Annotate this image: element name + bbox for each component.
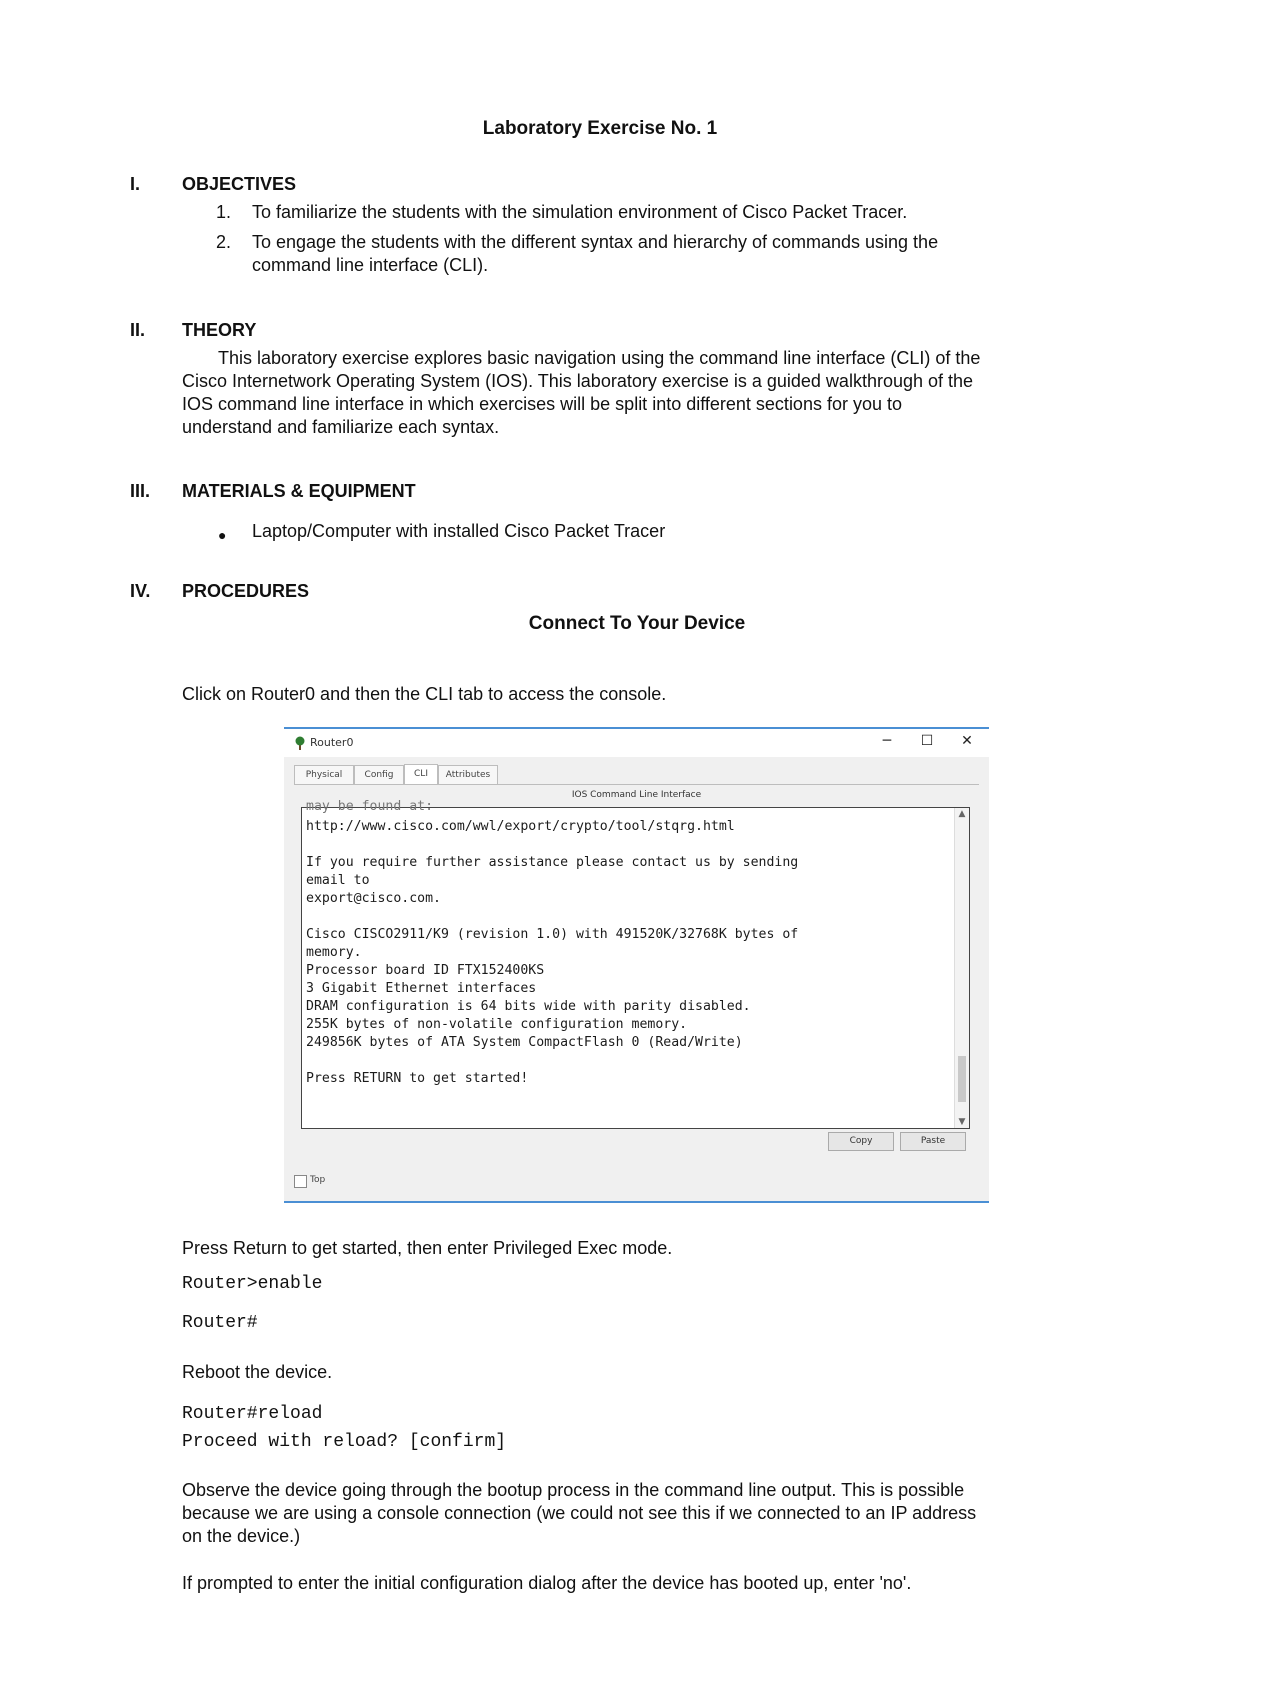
observe-line-1: Observe the device going through the bootup process in the command line output. This is possible [182, 1480, 965, 1500]
section-objectives-heading: OBJECTIVES [182, 174, 297, 194]
section-theory-heading: THEORY [182, 320, 257, 340]
theory-line-3: IOS command line interface in which exercises will be split into different sections for you to [182, 394, 902, 414]
top-checkbox[interactable] [294, 1175, 307, 1188]
tab-attributes[interactable]: Attributes [438, 765, 498, 784]
objective-1-text: To familiarize the students with the simulation environment of Cisco Packet Tracer. [252, 202, 908, 222]
console-output[interactable] [301, 799, 970, 1129]
cmd-reload: Router#reload [182, 1404, 323, 1424]
objective-2-text-line-1: To engage the students with the different syntax and hierarchy of commands using the [252, 232, 939, 252]
procedures-subheading: Connect To Your Device [528, 613, 746, 634]
theory-line-2: Cisco Internetwork Operating System (IOS). This laboratory exercise is a guided walkthrough of the [182, 371, 974, 391]
tab-divider [294, 784, 979, 785]
materials-item: Laptop/Computer with installed Cisco Packet Tracer [252, 521, 666, 541]
observe-line-2: because we are using a console connection (we could not see this if we connected to an IP address [182, 1503, 977, 1523]
close-icon[interactable]: ✕ [961, 733, 973, 749]
click-instruction: Click on Router0 and then the CLI tab to access the console. [182, 684, 667, 704]
console-scrollbar[interactable] [954, 808, 969, 1128]
section-materials-heading: MATERIALS & EQUIPMENT [182, 481, 416, 501]
objective-2-number: 2. [216, 232, 232, 252]
window-titlebar [284, 729, 989, 757]
scroll-up-icon[interactable]: ▲ [958, 809, 966, 819]
section-materials-number: III. [130, 481, 151, 501]
tab-physical[interactable]: Physical [294, 765, 354, 784]
window-title: Router0 [310, 736, 354, 749]
theory-line-4: understand and familiarize each syntax. [182, 417, 500, 437]
prompt-text: If prompted to enter the initial configuration dialog after the device has booted up, enter 'no'. [182, 1573, 912, 1593]
section-procedures-number: IV. [130, 581, 151, 601]
router-window-screenshot [284, 727, 989, 1203]
observe-line-3: on the device.) [182, 1526, 301, 1546]
paste-button[interactable]: Paste [900, 1132, 966, 1151]
minimize-icon[interactable]: ─ [882, 733, 892, 749]
tab-config[interactable]: Config [354, 765, 404, 784]
reboot-text: Reboot the device. [182, 1362, 333, 1382]
section-objectives-number: I. [130, 174, 141, 194]
objective-2-text-line-2: command line interface (CLI). [252, 255, 489, 275]
cmd-prompt: Router# [182, 1313, 258, 1333]
maximize-icon[interactable]: ☐ [920, 733, 934, 749]
section-theory-number: II. [130, 320, 146, 340]
console-text: http://www.cisco.com/wwl/export/crypto/tool/stqrg.html If you require further assistance please contact us by sending email to export@cisco.com. Cisco CISCO2911/K9 (revision 1.0) with 491520K/32768K bytes of memory. Processor board ID FTX152400KS 3 Gigabit Ethernet interfaces DRAM configuration is 64 bits wide with parity disabled. 255K bytes of non-volatile configuration memory. 249856K bytes of ATA System CompactFlash 0 (Read/Write) Press RETURN to get started! [306, 819, 799, 1086]
objective-1-number: 1. [216, 202, 232, 222]
theory-line-1: This laboratory exercise explores basic navigation using the command line interface (CLI) of the [218, 348, 981, 368]
copy-button[interactable]: Copy [828, 1132, 894, 1151]
cmd-enable: Router>enable [182, 1274, 323, 1294]
scroll-thumb[interactable] [958, 1056, 966, 1102]
press-return-text: Press Return to get started, then enter Privileged Exec mode. [182, 1238, 673, 1258]
ios-cli-label: IOS Command Line Interface [571, 790, 702, 800]
cmd-confirm: Proceed with reload? [confirm] [182, 1432, 507, 1452]
bullet-icon: ● [218, 527, 227, 543]
console-cut-line: may be found at: [306, 799, 434, 814]
router-app-icon [294, 736, 306, 750]
scroll-down-icon[interactable]: ▼ [958, 1117, 966, 1127]
section-procedures-heading: PROCEDURES [182, 581, 310, 601]
top-checkbox-label: Top [310, 1175, 326, 1185]
tab-cli[interactable]: CLI [404, 764, 438, 785]
page-title: Laboratory Exercise No. 1 [482, 118, 718, 139]
